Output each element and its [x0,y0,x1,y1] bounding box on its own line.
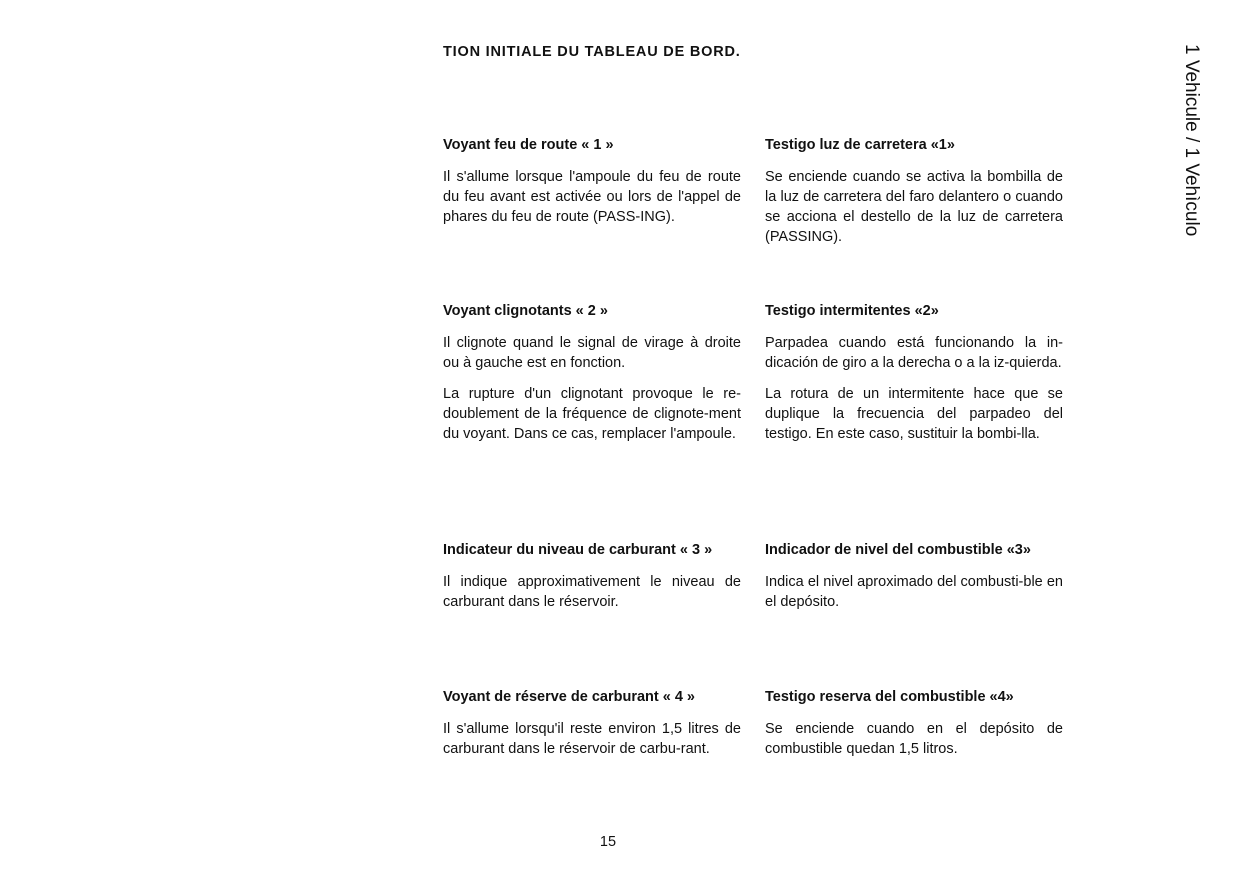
es-text-indicators-1: Parpadea cuando está funcionando la in-dicación de giro a la derecha o a la iz-quierda. [765,335,1063,371]
es-title-fuel-level: Indicador de nivel del combustible «3» [765,542,1031,558]
fr-text-fuel-reserve: Il s'allume lorsqu'il reste environ 1,5 litres de carburant dans le réservoir de carbu-rant. [443,721,741,757]
es-title-fuel-reserve: Testigo reserva del combustible «4» [765,689,1014,705]
fr-title-fuel-reserve: Voyant de réserve de carburant « 4 » [443,689,695,705]
es-text-indicators-2: La rotura de un intermitente hace que se duplique la frecuencia del parpadeo del testigo. En este caso, sustituir la bombi-lla. [765,386,1063,442]
fr-block-indicators [443,301,741,444]
fr-title-fuel-level: Indicateur du niveau de carburant « 3 » [443,542,713,558]
page-number: 15 [599,834,617,850]
es-title-indicators: Testigo intermitentes «2» [765,303,939,319]
fr-block-high-beam [443,135,741,227]
es-text-high-beam: Se enciende cuando se activa la bombilla de la luz de carretera del faro delantero o cuando se acciona el destello de la luz de carretera (PASSING). [765,169,1063,245]
fr-text-indicators-1: Il clignote quand le signal de virage à droite ou à gauche est en fonction. [443,335,741,371]
fr-text-high-beam: Il s'allume lorsque l'ampoule du feu de route du feu avant est activée ou lors de l'appel de phares du feu de route (PASS-ING). [443,169,741,225]
fr-block-fuel-level [443,540,741,612]
section-heading: TION INITIALE DU TABLEAU DE BORD. [443,44,741,60]
fr-text-indicators-2: La rupture d'un clignotant provoque le re-doublement de la fréquence de clignote-ment du voyant. Dans ce cas, remplacer l'ampoule. [443,386,741,442]
es-block-indicators [765,301,1063,444]
fr-title-high-beam: Voyant feu de route « 1 » [443,137,614,153]
es-text-fuel-reserve: Se enciende cuando en el depósito de combustible quedan 1,5 litros. [765,721,1063,757]
es-block-fuel-level [765,540,1063,612]
es-text-fuel-level: Indica el nivel aproximado del combusti-ble en el depósito. [765,574,1063,610]
chapter-side-title: 1 Vehicule / 1 Vehìculo [1181,44,1202,237]
es-title-high-beam: Testigo luz de carretera «1» [765,137,955,153]
fr-text-fuel-level: Il indique approximativement le niveau de carburant dans le réservoir. [443,574,741,610]
es-block-high-beam [765,135,1063,247]
fr-block-fuel-reserve [443,687,741,759]
fr-title-indicators: Voyant clignotants « 2 » [443,303,608,319]
es-block-fuel-reserve [765,687,1063,759]
